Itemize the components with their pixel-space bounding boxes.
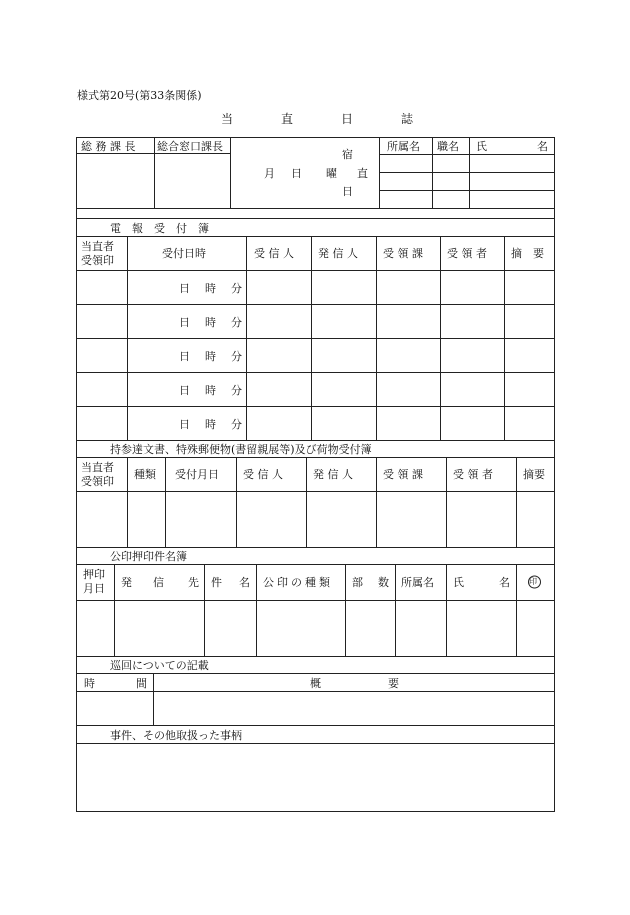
counter-chief-label: 総合窓口課長 xyxy=(157,140,223,153)
telegram-row-2-minute-unit: 分 xyxy=(231,316,242,329)
telegram-row-2-day-unit: 日 xyxy=(179,316,190,329)
telegram-dept-header: 受 領 課 xyxy=(383,247,423,260)
seal-subject-header-1: 件 xyxy=(211,576,222,589)
telegram-row-5-minute-unit: 分 xyxy=(231,418,242,431)
title-char-3: 日 xyxy=(341,112,354,126)
delivery-recipient-header: 受 領 者 xyxy=(453,468,493,481)
telegram-section-title: 電 報 受 付 簿 xyxy=(110,222,209,235)
seal-name-header-2: 名 xyxy=(499,576,510,589)
patrol-summary-header-2: 要 xyxy=(388,677,399,690)
seal-dept-header: 所属名 xyxy=(401,576,434,589)
name-header-family: 氏 xyxy=(476,140,487,153)
telegram-row-4-minute-unit: 分 xyxy=(231,384,242,397)
seal-copies-header-1: 部 xyxy=(352,576,363,589)
telegram-row-4-hour-unit: 時 xyxy=(205,384,216,397)
delivery-section-title: 持参達文書、特殊郵便物(書留親展等)及び荷物受付簿 xyxy=(110,443,372,456)
nichi-label: 日 xyxy=(342,185,353,198)
delivery-date-header: 受付月日 xyxy=(175,468,219,481)
dept-header: 所属名 xyxy=(387,140,420,153)
seal-dest-header-2: 信 xyxy=(153,576,164,589)
title-char-1: 当 xyxy=(221,112,234,126)
patrol-summary-header-1: 概 xyxy=(310,677,321,690)
telegram-row-1-hour-unit: 時 xyxy=(205,282,216,295)
telegram-datetime-header: 受付日時 xyxy=(162,247,206,260)
patrol-section-title: 巡回についての記載 xyxy=(110,659,209,672)
date-day-label: 日 xyxy=(291,167,302,180)
seal-subject-header-2: 名 xyxy=(239,576,250,589)
telegram-row-4-day-unit: 日 xyxy=(179,384,190,397)
telegram-row-3-day-unit: 日 xyxy=(179,350,190,363)
shuku-label: 宿 xyxy=(342,148,353,161)
patrol-time-header-2: 間 xyxy=(136,677,147,690)
telegram-row-5-day-unit: 日 xyxy=(179,418,190,431)
date-month-label: 月 xyxy=(264,167,275,180)
seal-name-header-1: 氏 xyxy=(453,576,464,589)
form-label: 様式第20号(第33条関係) xyxy=(77,89,202,102)
seal-date-header: 押印 月日 xyxy=(83,568,105,595)
delivery-receiver-header: 受 信 人 xyxy=(243,468,283,481)
telegram-stamp-header: 当直者 受領印 xyxy=(81,240,114,267)
delivery-notes-header: 摘要 xyxy=(523,468,545,481)
general-affairs-chief-label: 総 務 課 長 xyxy=(81,140,136,153)
telegram-row-1-day-unit: 日 xyxy=(179,282,190,295)
delivery-type-header: 種類 xyxy=(134,468,156,481)
delivery-stamp-header: 当直者 受領印 xyxy=(81,461,114,488)
seal-kind-header: 公印の種類 xyxy=(263,576,333,589)
date-weekday-label: 曜 xyxy=(326,167,337,180)
telegram-notes-header: 摘 要 xyxy=(511,247,544,260)
seal-dest-header-3: 先 xyxy=(188,576,199,589)
telegram-recipient-header: 受 領 者 xyxy=(447,247,487,260)
seal-copies-header-2: 数 xyxy=(378,576,389,589)
delivery-sender-header: 発 信 人 xyxy=(313,468,353,481)
delivery-dept-header: 受 領 課 xyxy=(383,468,423,481)
telegram-row-2-hour-unit: 時 xyxy=(205,316,216,329)
incident-section-title: 事件、その他取扱った事柄 xyxy=(110,729,242,742)
telegram-row-5-hour-unit: 時 xyxy=(205,418,216,431)
title-char-4: 誌 xyxy=(401,112,414,126)
patrol-time-header-1: 時 xyxy=(84,677,95,690)
telegram-row-3-hour-unit: 時 xyxy=(205,350,216,363)
telegram-row-3-minute-unit: 分 xyxy=(231,350,242,363)
post-header: 職名 xyxy=(437,140,459,153)
choku-label: 直 xyxy=(357,167,368,180)
name-header-given: 名 xyxy=(537,140,548,153)
seal-mark-label: 印 xyxy=(529,577,537,586)
title-char-2: 直 xyxy=(281,112,294,126)
seal-section-title: 公印押印件名簿 xyxy=(110,550,187,563)
telegram-row-1-minute-unit: 分 xyxy=(231,282,242,295)
telegram-receiver-header: 受 信 人 xyxy=(254,247,294,260)
seal-dest-header-1: 発 xyxy=(121,576,132,589)
telegram-sender-header: 発 信 人 xyxy=(318,247,358,260)
